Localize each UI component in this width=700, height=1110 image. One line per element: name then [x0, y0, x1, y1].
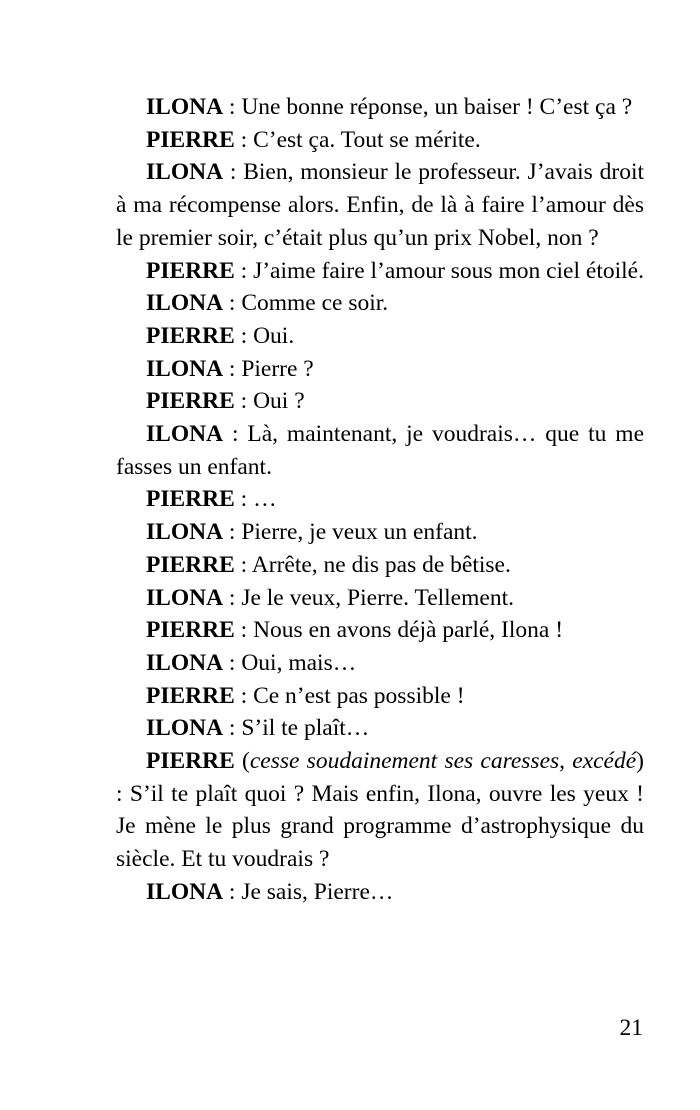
dialogue-line — [116, 712, 644, 745]
dialogue-line — [116, 124, 644, 157]
dialogue-line — [116, 549, 644, 582]
dialogue-text: : S’il te plaît quoi ? Mais enfin, Ilona, ouvre les yeux ! Je mène le plus grand programme d’astrophysique du siècle. Et tu voudrais ? — [116, 780, 644, 873]
dialogue-line — [116, 647, 644, 680]
speaker-name: PIERRE — [146, 388, 235, 415]
speaker-name: PIERRE — [146, 486, 235, 513]
dialogue-text: : Je sais, Pierre… — [228, 878, 394, 905]
speaker-name: ILONA — [146, 94, 224, 120]
speaker-name: ILONA — [146, 584, 224, 611]
dialogue-text: : Oui. — [240, 322, 295, 349]
dialogue-line — [116, 255, 644, 288]
page-body — [116, 91, 644, 909]
dialogue-line — [116, 418, 644, 483]
dialogue-line: PIERRE (cesse soudainement ses caresses, excédé) : S’il te plaît quoi ? Mais enfin, Ilona, ouvre les yeux ! Je mène le plus grand programme d’astrophysique du siècle. Et tu voudrais ? — [116, 748, 644, 873]
speaker-name: PIERRE — [146, 257, 235, 284]
dialogue-text: : Je le veux, Pierre. Tellement. — [228, 584, 514, 611]
dialogue-text: : Là, maintenant, je voudrais… que tu me fasses un enfant. — [116, 421, 645, 480]
dialogue-text: : Bien, monsieur le professeur. J’avais droit à ma récompense alors. Enfin, de là à faire l’amour dès le premier soir, c’était plus qu’un prix Nobel, non ? — [116, 159, 644, 251]
dialogue-text: : C’est ça. Tout se mérite. — [240, 126, 481, 153]
dialogue-text: : Comme ce soir. — [228, 290, 389, 317]
dialogue-text: : Une bonne réponse, un baiser ! C’est ça ? — [228, 94, 633, 120]
dialogue-line — [116, 287, 644, 320]
dialogue-text: : … — [240, 486, 277, 513]
dialogue-text: : Pierre ? — [228, 355, 314, 382]
dialogue-text: : J’aime faire l’amour sous mon ciel étoilé. — [240, 257, 644, 284]
dialogue-line — [116, 516, 644, 549]
speaker-name: ILONA — [146, 715, 224, 742]
speaker-name: ILONA — [146, 159, 224, 186]
dialogue-line — [116, 876, 644, 909]
speaker-name: ILONA — [146, 519, 224, 546]
speaker-name: PIERRE — [146, 551, 235, 578]
dialogue-text: : Arrête, ne dis pas de bêtise. — [240, 551, 511, 578]
dialogue-text: : Oui, mais… — [228, 649, 357, 676]
dialogue-line — [116, 483, 644, 516]
speaker-name: ILONA — [146, 290, 224, 317]
dialogue-line — [116, 680, 644, 713]
speaker-name: PIERRE — [146, 126, 235, 153]
speaker-name: ILONA — [146, 355, 224, 382]
speaker-name: ILONA — [146, 649, 224, 676]
dialogue-line — [116, 320, 644, 353]
speaker-name: PIERRE — [146, 617, 235, 644]
dialogue-text: : Oui ? — [240, 388, 305, 415]
dialogue-line — [116, 385, 644, 418]
dialogue-text: : Nous en avons déjà parlé, Ilona ! — [240, 617, 564, 644]
speaker-name: ILONA — [146, 421, 224, 448]
dialogue-line — [116, 582, 644, 615]
dialogue-line — [116, 353, 644, 386]
dialogue-text: : Ce n’est pas possible ! — [240, 682, 465, 709]
dialogue-line — [116, 91, 644, 124]
page-number: 21 — [619, 1015, 643, 1041]
stage-direction: cesse soudainement ses caresses, excédé — [249, 748, 637, 775]
speaker-name: PIERRE — [146, 748, 235, 775]
speaker-name: ILONA — [146, 878, 224, 905]
dialogue-text: : Pierre, je veux un enfant. — [228, 519, 478, 546]
dialogue-line — [116, 156, 644, 254]
speaker-name: PIERRE — [146, 682, 235, 709]
dialogue-text: : S’il te plaît… — [228, 715, 370, 742]
speaker-name: PIERRE — [146, 322, 235, 349]
dialogue-line — [116, 614, 644, 647]
